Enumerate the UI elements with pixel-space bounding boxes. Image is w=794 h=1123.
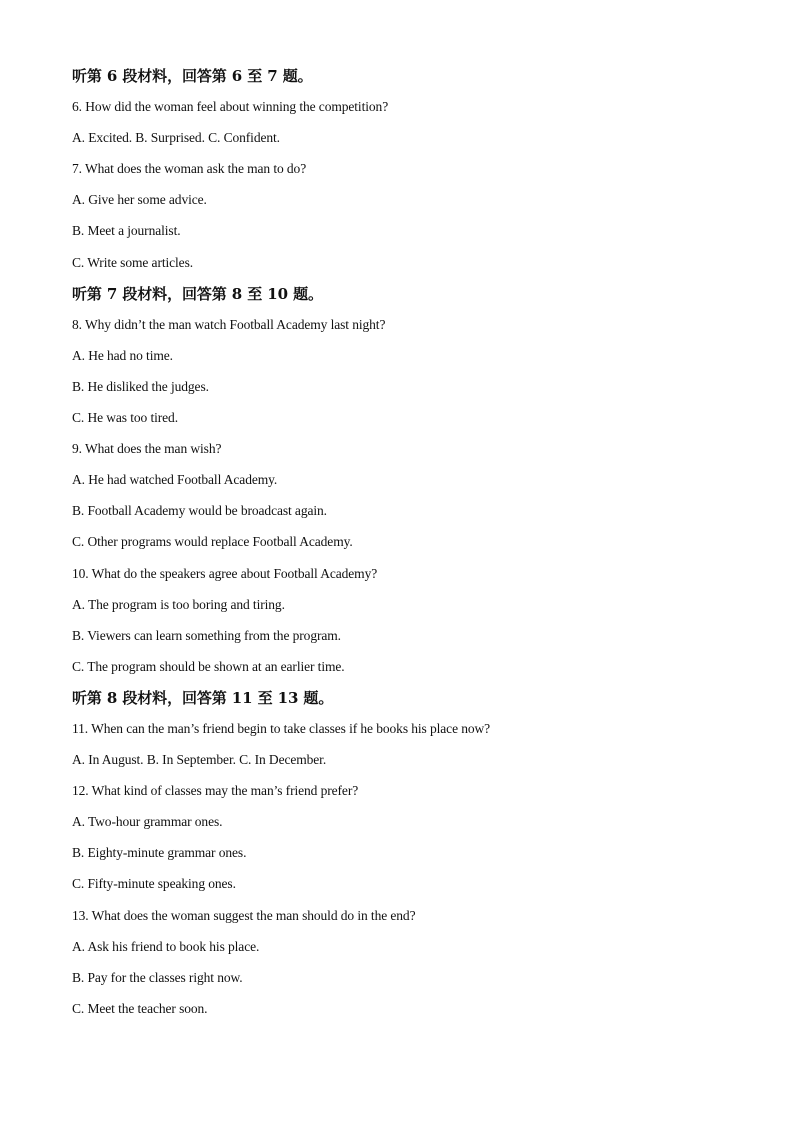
section-heading: 听第 6 段材料，回答第 6 至 7 题。	[72, 67, 313, 85]
answer-option: C. The program should be shown at an earlier time.	[72, 658, 345, 674]
question-text: 10. What do the speakers agree about Football Academy?	[72, 565, 378, 581]
question-text: 11. When can the man’s friend begin to take classes if he books his place now?	[72, 720, 491, 736]
answer-option: C. Fifty-minute speaking ones.	[72, 876, 236, 892]
answer-option: A. He had watched Football Academy.	[72, 472, 278, 488]
answer-option: B. Meet a journalist.	[72, 223, 181, 239]
section-heading: 听第 7 段材料，回答第 8 至 10 题。	[72, 284, 323, 303]
answer-option: A. In August. B. In September. C. In December.	[72, 752, 327, 768]
answer-option: A. The program is too boring and tiring.	[72, 596, 285, 612]
answer-option: C. He was too tired.	[72, 410, 178, 426]
question-text: 8. Why didn’t the man watch Football Academy last night?	[72, 316, 386, 332]
answer-option: C. Other programs would replace Football Academy.	[72, 534, 353, 550]
answer-option: A. Excited. B. Surprised. C. Confident.	[72, 130, 280, 146]
answer-option: C. Write some articles.	[72, 254, 193, 270]
answer-option: B. Football Academy would be broadcast again.	[72, 503, 327, 519]
question-text: 6. How did the woman feel about winning the competition?	[72, 99, 389, 115]
document-page	[72, 62, 732, 1026]
answer-option: A. Give her some advice.	[72, 192, 207, 208]
question-text: 13. What does the woman suggest the man should do in the end?	[72, 907, 416, 923]
answer-option: C. Meet the teacher soon.	[72, 1000, 208, 1016]
section-heading: 听第 8 段材料，回答第 11 至 13 题。	[72, 688, 334, 707]
question-text: 7. What does the woman ask the man to do?	[72, 161, 307, 177]
answer-option: B. Pay for the classes right now.	[72, 969, 243, 985]
answer-option: B. Viewers can learn something from the program.	[72, 627, 341, 643]
answer-option: A. Ask his friend to book his place.	[72, 938, 260, 954]
answer-option: A. He had no time.	[72, 347, 173, 363]
answer-option: A. Two-hour grammar ones.	[72, 814, 223, 830]
question-text: 9. What does the man wish?	[72, 441, 222, 457]
answer-option: B. He disliked the judges.	[72, 378, 209, 394]
answer-option: B. Eighty-minute grammar ones.	[72, 845, 247, 861]
question-text: 12. What kind of classes may the man’s friend prefer?	[72, 783, 359, 799]
